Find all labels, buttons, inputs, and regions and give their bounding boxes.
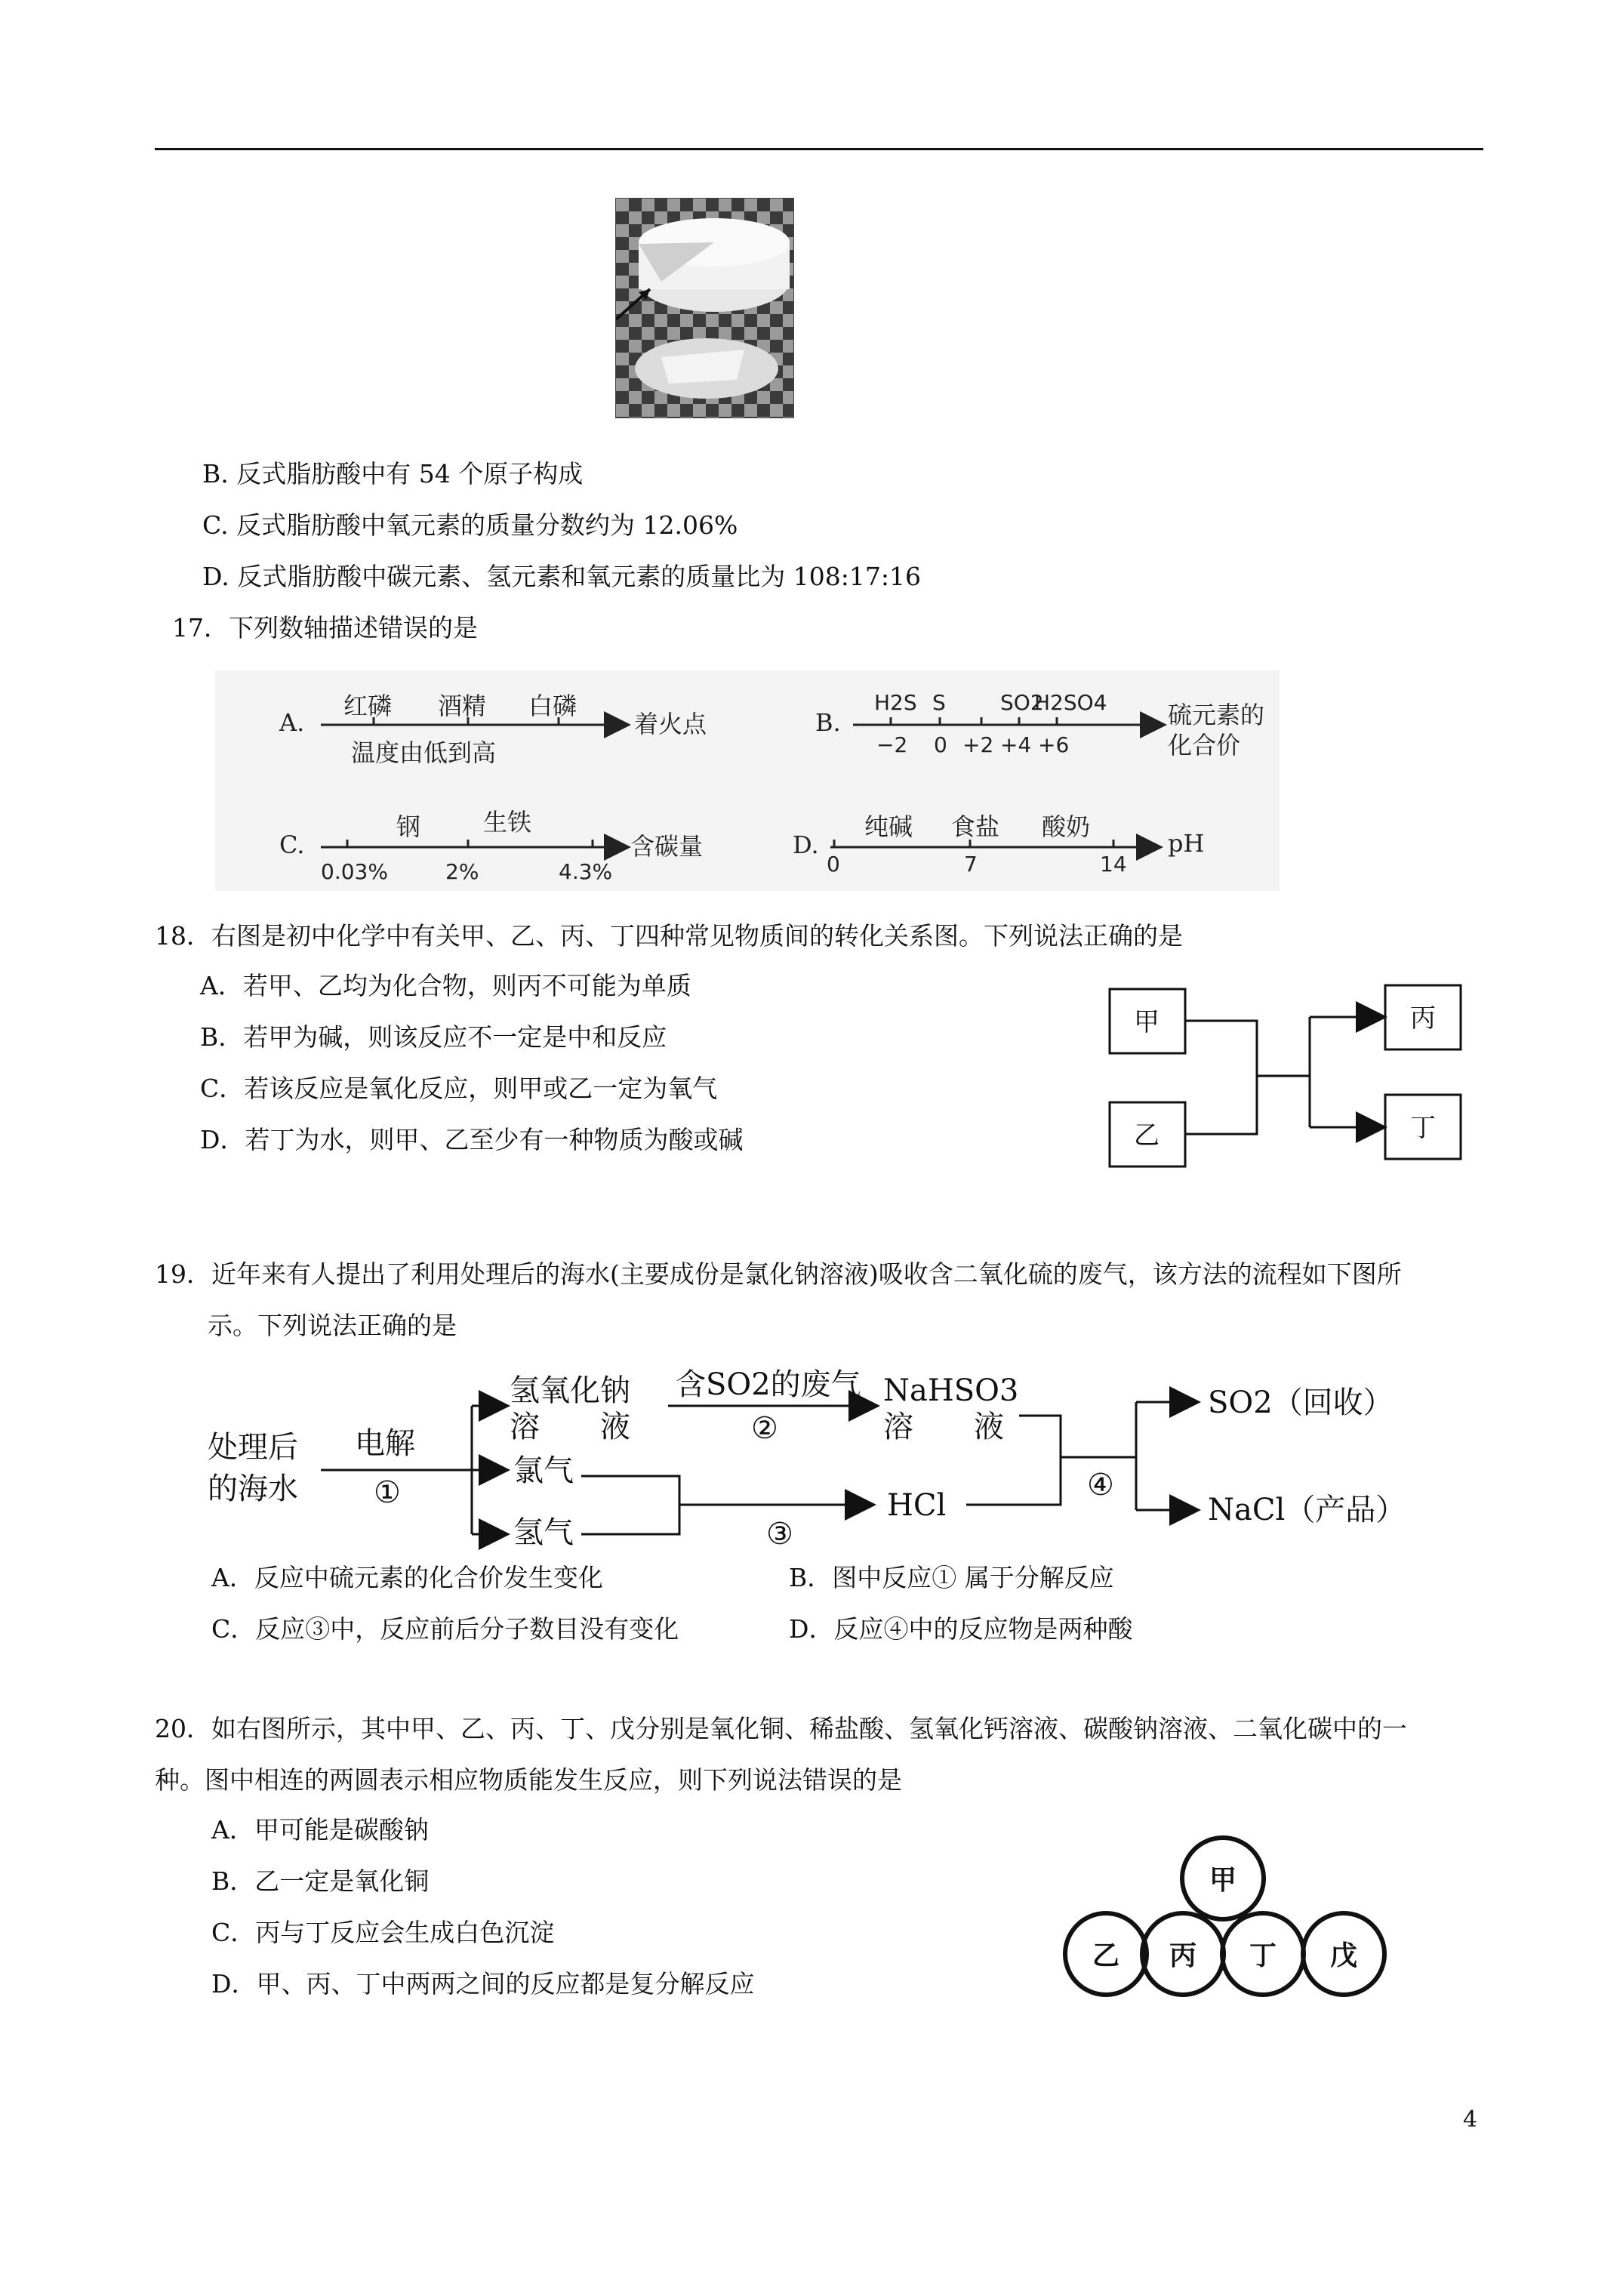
q19-electrolysis: 电解 [355, 1426, 415, 1461]
q20-option-c: C．丙与丁反应会生成白色沉淀 [211, 1918, 555, 1947]
q19-naoh-2: 溶 液 [510, 1410, 630, 1444]
q17-a-item-2: 酒精 [438, 692, 487, 720]
q17-d-item-3: 酸奶 [1042, 812, 1091, 841]
q17-c-item-1: 钢 [396, 812, 421, 841]
q17-d-item-2: 食盐 [951, 812, 1000, 841]
q17-b-axis-label-2: 化合价 [1168, 731, 1241, 760]
q17-d-item-1: 纯碱 [864, 812, 913, 841]
q17-b-item-3: SO2 [1000, 690, 1044, 715]
q19-option-d: D．反应④中的反应物是两种酸 [789, 1614, 1133, 1644]
q18-diagram [1102, 974, 1480, 1178]
q19-start-2: 的海水 [208, 1472, 298, 1506]
q17-d-tick-2: 7 [964, 852, 978, 877]
q20-circle-yi: 乙 [1092, 1940, 1120, 1971]
q17-d-tick-3: 14 [1100, 852, 1127, 877]
q19-chlorine: 氯气 [513, 1453, 574, 1488]
q17-d-letter: D. [793, 831, 819, 859]
q19-option-c: C．反应③中，反应前后分子数目没有变化 [211, 1614, 679, 1644]
q18-option-c: C．若该反应是氧化反应，则甲或乙一定为氧气 [200, 1074, 718, 1103]
q17-c-tick-2: 2% [445, 859, 479, 884]
q17-b-tick-2: 0 [934, 732, 947, 757]
q17-b-tick-1: −2 [876, 732, 908, 757]
q20-circle-wu: 戊 [1330, 1940, 1358, 1971]
q19-n4: ④ [1087, 1468, 1114, 1502]
q18-option-a: A．若甲、乙均为化合物，则丙不可能为单质 [200, 971, 691, 1000]
q19-hcl: HCl [887, 1488, 947, 1523]
q16-option-c: C. 反式脂肪酸中氧元素的质量分数约为 12.06% [202, 510, 738, 540]
q17-b-tick-4: +4 [1000, 732, 1032, 757]
cake-photo [615, 198, 794, 418]
q19-waste-gas: 含SO2的废气 [676, 1367, 861, 1402]
q20-circle-ding: 丁 [1249, 1940, 1277, 1971]
q20-stem-1: 20．如右图所示，其中甲、乙、丙、丁、戊分别是氧化铜、稀盐酸、氢氧化钙溶液、碳酸钠溶液、二氧化碳中的一 [155, 1714, 1407, 1743]
q19-so2-out: SO2（回收） [1208, 1385, 1394, 1420]
q19-nacl-out: NaCl（产品） [1208, 1493, 1406, 1527]
q17-d-axis-label: pH [1168, 829, 1205, 858]
q19-stem-1: 19．近年来有人提出了利用处理后的海水(主要成份是氯化钠溶液)吸收含二氧化硫的废气，该方法的流程如下图所 [155, 1259, 1402, 1289]
q19-naoh-1: 氢氧化钠 [510, 1373, 630, 1408]
q19-nahso3-2: 溶 液 [883, 1410, 1004, 1444]
q20-circle-jia: 甲 [1209, 1865, 1237, 1896]
q17-c-axis-label: 含碳量 [630, 832, 704, 861]
q17-b-item-4: H2SO4 [1034, 690, 1107, 715]
header-rule [155, 148, 1483, 150]
q16-option-d: D. 反式脂肪酸中碳元素、氢元素和氧元素的质量比为 108:17:16 [202, 562, 921, 591]
q19-option-a: A．反应中硫元素的化合价发生变化 [211, 1563, 603, 1592]
q19-nahso3-1: NaHSO3 [883, 1373, 1019, 1408]
page-number: 4 [1463, 2106, 1478, 2133]
q17-stem: 17．下列数轴描述错误的是 [172, 613, 478, 643]
q20-option-a: A．甲可能是碳酸钠 [211, 1815, 429, 1845]
q17-b-tick-3: +2 [962, 732, 994, 757]
q17-b-letter: B. [815, 708, 841, 737]
q20-option-b: B．乙一定是氧化铜 [211, 1866, 430, 1896]
q17-a-item-1: 红磷 [343, 692, 393, 720]
q17-number-lines [215, 670, 1280, 891]
q17-c-tick-1: 0.03% [321, 859, 388, 884]
q18-box-yi: 乙 [1134, 1120, 1160, 1151]
q17-c-tick-3: 4.3% [559, 859, 613, 884]
q19-stem-2: 示。下列说法正确的是 [208, 1311, 457, 1340]
q20-option-d: D．甲、丙、丁中两两之间的反应都是复分解反应 [211, 1969, 755, 1999]
q18-option-b: B．若甲为碱，则该反应不一定是中和反应 [200, 1022, 667, 1052]
q18-box-bing: 丙 [1410, 1003, 1436, 1034]
q18-box-ding: 丁 [1410, 1113, 1436, 1143]
q18-option-d: D．若丁为水，则甲、乙至少有一种物质为酸或碱 [200, 1125, 744, 1154]
q17-c-letter: C. [279, 831, 305, 859]
q17-b-axis-label-1: 硫元素的 [1168, 701, 1265, 729]
q18-box-jia: 甲 [1134, 1007, 1160, 1037]
q17-b-tick-5: +6 [1038, 732, 1070, 757]
q19-n2: ② [751, 1411, 778, 1446]
q19-option-b: B．图中反应① 属于分解反应 [789, 1563, 1114, 1592]
q20-circle-diagram [1053, 1827, 1415, 2008]
q17-a-item-3: 白磷 [528, 692, 577, 720]
q17-a-axis-label: 着火点 [634, 710, 707, 738]
q16-option-b: B. 反式脂肪酸中有 54 个原子构成 [202, 459, 584, 488]
q17-a-letter: A. [279, 708, 305, 737]
q19-flowchart [204, 1355, 1487, 1559]
q20-stem-2: 种。图中相连的两圆表示相应物质能发生反应，则下列说法错误的是 [155, 1765, 902, 1795]
q17-b-item-1: H2S [874, 690, 917, 715]
q20-circle-bing: 丙 [1169, 1940, 1197, 1971]
q17-a-sub: 温度由低到高 [351, 738, 497, 767]
q19-start-1: 处理后 [208, 1430, 298, 1465]
q17-c-item-2: 生铁 [483, 808, 532, 837]
q19-hydrogen: 氢气 [513, 1515, 574, 1550]
q17-d-tick-1: 0 [827, 852, 840, 877]
q19-n3: ③ [766, 1517, 793, 1552]
q17-b-item-2: S [932, 690, 946, 715]
q18-stem: 18．右图是初中化学中有关甲、乙、丙、丁四种常见物质间的转化关系图。下列说法正确的是 [155, 921, 1183, 951]
q19-n1: ① [374, 1475, 401, 1510]
